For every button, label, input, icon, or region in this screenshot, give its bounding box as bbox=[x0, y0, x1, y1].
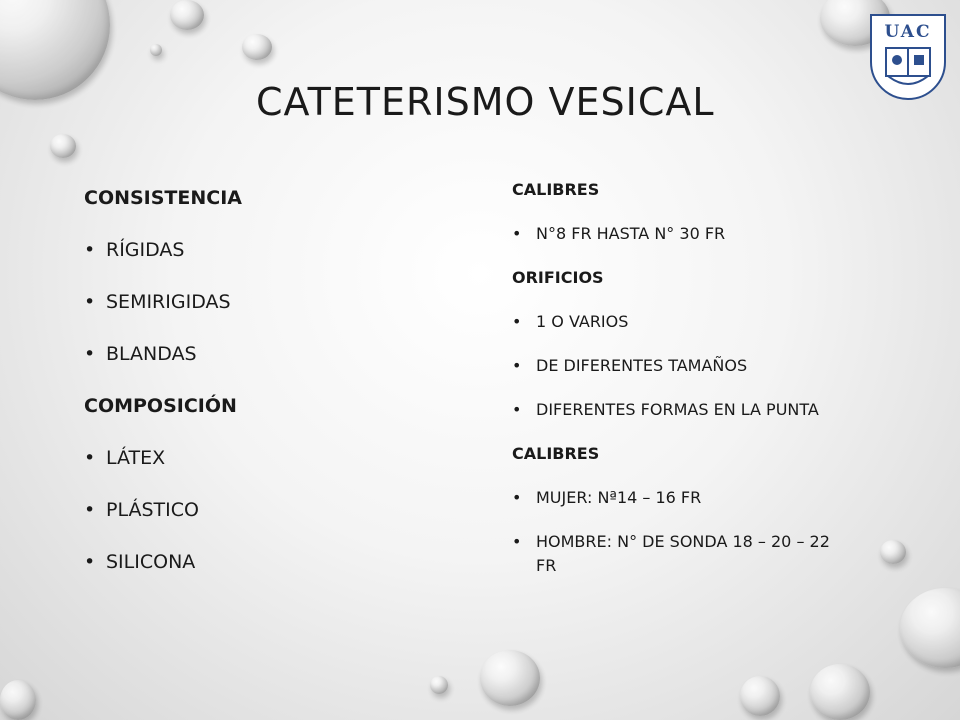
list-item bbox=[84, 550, 444, 574]
bullet-icon: • bbox=[512, 400, 522, 419]
water-drop-decoration bbox=[740, 676, 780, 716]
logo-text: UAC bbox=[884, 22, 932, 42]
list-item-text: DE DIFERENTES TAMAÑOS bbox=[536, 356, 748, 375]
university-logo bbox=[870, 14, 946, 100]
water-drop-decoration bbox=[0, 680, 36, 720]
water-drop-decoration bbox=[480, 650, 540, 706]
section-heading: CALIBRES bbox=[512, 180, 600, 199]
list-item-text: BLANDAS bbox=[106, 343, 197, 365]
water-drop-decoration bbox=[880, 540, 906, 564]
bullet-icon: • bbox=[84, 551, 96, 573]
bullet-icon: • bbox=[512, 488, 522, 507]
bullet-icon: • bbox=[84, 447, 96, 469]
water-drop-decoration bbox=[50, 134, 76, 158]
list-item-text: SILICONA bbox=[106, 551, 196, 573]
list-item bbox=[512, 398, 832, 422]
bullet-icon: • bbox=[84, 343, 96, 365]
list-item bbox=[512, 310, 832, 334]
list-item-text: 1 O VARIOS bbox=[536, 312, 629, 331]
list-item-text: PLÁSTICO bbox=[106, 499, 199, 521]
section-heading: CALIBRES bbox=[512, 444, 600, 463]
section-heading: CONSISTENCIA bbox=[84, 187, 242, 209]
water-drop-decoration bbox=[170, 0, 204, 30]
list-item bbox=[512, 486, 832, 510]
bullet-icon: • bbox=[84, 239, 96, 261]
list-item bbox=[84, 290, 444, 314]
list-item bbox=[84, 342, 444, 366]
water-drop-decoration bbox=[0, 0, 110, 100]
water-drop-decoration bbox=[430, 676, 448, 694]
bullet-icon: • bbox=[512, 532, 522, 551]
slide-title: CATETERISMO VESICAL bbox=[256, 80, 715, 124]
list-item-text: HOMBRE: N° DE SONDA 18 – 20 – 22 FR bbox=[536, 532, 830, 575]
bullet-icon: • bbox=[512, 312, 522, 331]
list-item bbox=[84, 446, 444, 470]
water-drop-decoration bbox=[242, 34, 272, 60]
water-drop-decoration bbox=[150, 44, 162, 56]
bullet-icon: • bbox=[84, 291, 96, 313]
list-item-text: DIFERENTES FORMAS EN LA PUNTA bbox=[536, 400, 819, 419]
list-item bbox=[512, 222, 832, 246]
bullet-icon: • bbox=[512, 224, 522, 243]
water-drop-decoration bbox=[810, 664, 870, 720]
water-drop-decoration bbox=[900, 588, 960, 668]
bullet-icon: • bbox=[84, 499, 96, 521]
right-column-list bbox=[512, 178, 832, 598]
list-item-text: N°8 FR HASTA N° 30 FR bbox=[536, 224, 726, 243]
list-item bbox=[512, 530, 832, 578]
shield-emblem-icon bbox=[872, 42, 944, 92]
list-item bbox=[84, 498, 444, 522]
list-item bbox=[84, 238, 444, 262]
list-item-text: LÁTEX bbox=[106, 447, 166, 469]
section-heading: ORIFICIOS bbox=[512, 268, 604, 287]
list-item-text: RÍGIDAS bbox=[106, 239, 185, 261]
list-item-text: SEMIRIGIDAS bbox=[106, 291, 231, 313]
list-item-text: MUJER: Nª14 – 16 FR bbox=[536, 488, 702, 507]
left-column-list bbox=[84, 186, 444, 602]
list-item bbox=[512, 354, 832, 378]
section-heading: COMPOSICIÓN bbox=[84, 395, 237, 417]
bullet-icon: • bbox=[512, 356, 522, 375]
